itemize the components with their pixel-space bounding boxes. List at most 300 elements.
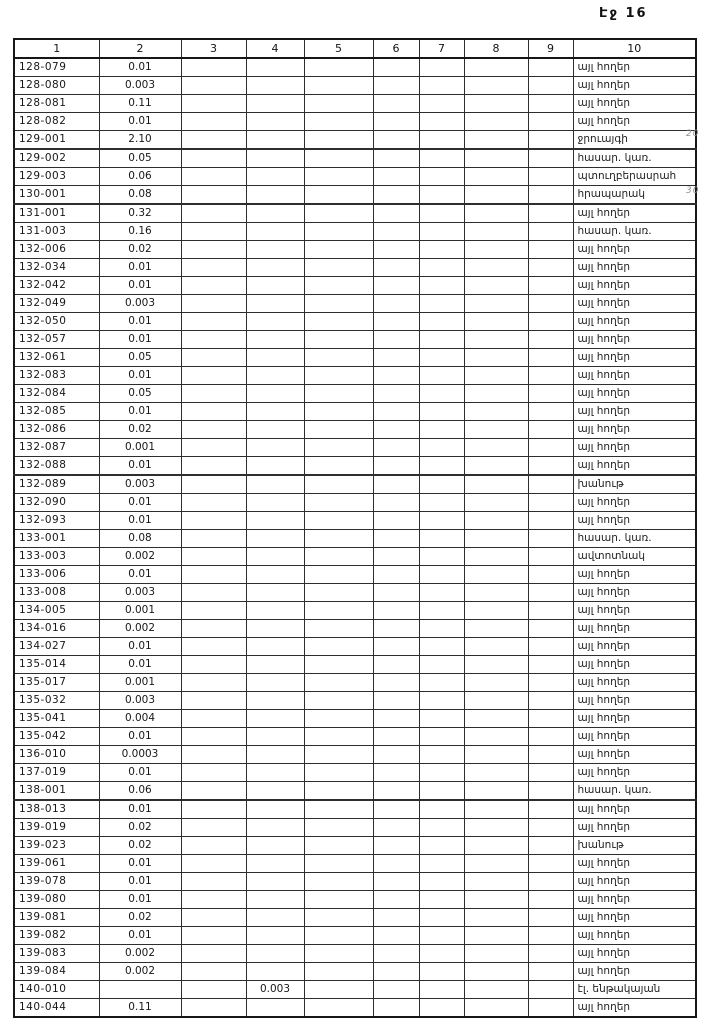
table-row xyxy=(14,819,696,837)
empty-cell xyxy=(304,656,373,674)
empty-cell xyxy=(373,819,419,837)
parcel-code-cell: 132-087 xyxy=(14,439,99,457)
empty-cell xyxy=(373,131,419,150)
column-header-10: 10 xyxy=(573,39,696,58)
empty-cell xyxy=(304,241,373,259)
land-use-cell: այլ հողեր xyxy=(573,421,696,439)
area-value-cell: 0.003 xyxy=(99,295,181,313)
empty-cell xyxy=(419,602,464,620)
empty-cell xyxy=(373,204,419,223)
area-value-cell: 0.01 xyxy=(99,313,181,331)
empty-cell xyxy=(528,494,573,512)
land-use-cell: այլ հողեր xyxy=(573,656,696,674)
empty-cell xyxy=(464,584,528,602)
empty-cell xyxy=(528,295,573,313)
table-row xyxy=(14,223,696,241)
empty-cell xyxy=(528,945,573,963)
parcel-code-cell: 133-008 xyxy=(14,584,99,602)
empty-cell xyxy=(373,800,419,819)
table-row xyxy=(14,439,696,457)
empty-cell xyxy=(419,421,464,439)
empty-cell xyxy=(304,764,373,782)
empty-cell xyxy=(528,710,573,728)
empty-cell xyxy=(304,331,373,349)
area-value-cell: 0.01 xyxy=(99,512,181,530)
area-value-cell: 0.01 xyxy=(99,656,181,674)
empty-cell xyxy=(373,95,419,113)
empty-cell xyxy=(464,223,528,241)
parcel-code-cell: 132-042 xyxy=(14,277,99,295)
cadastral-table xyxy=(13,38,700,1018)
empty-cell xyxy=(528,385,573,403)
empty-cell xyxy=(304,927,373,945)
empty-cell xyxy=(181,530,246,548)
parcel-code-cell: 138-013 xyxy=(14,800,99,819)
land-use-cell: ջրուայգի xyxy=(573,131,696,150)
empty-cell xyxy=(181,277,246,295)
col4-value-cell xyxy=(246,638,304,656)
empty-cell xyxy=(419,566,464,584)
area-value-cell: 0.003 xyxy=(99,584,181,602)
empty-cell xyxy=(464,674,528,692)
empty-cell xyxy=(373,837,419,855)
parcel-code-cell: 132-034 xyxy=(14,259,99,277)
land-use-cell: էլ. ենթակայան xyxy=(573,981,696,999)
empty-cell xyxy=(373,909,419,927)
empty-cell xyxy=(304,186,373,205)
land-use-cell: այլ հողեր xyxy=(573,331,696,349)
empty-cell xyxy=(373,223,419,241)
table-row xyxy=(14,764,696,782)
empty-cell xyxy=(373,259,419,277)
empty-cell xyxy=(528,782,573,801)
empty-cell xyxy=(181,674,246,692)
empty-cell xyxy=(181,475,246,494)
empty-cell xyxy=(419,385,464,403)
area-value-cell: 0.01 xyxy=(99,764,181,782)
empty-cell xyxy=(181,602,246,620)
land-use-cell: այլ հողեր xyxy=(573,710,696,728)
empty-cell xyxy=(464,349,528,367)
empty-cell xyxy=(419,674,464,692)
area-value-cell: 0.08 xyxy=(99,186,181,205)
land-use-cell: այլ հողեր xyxy=(573,584,696,602)
empty-cell xyxy=(528,873,573,891)
parcel-code-cell: 129-001 xyxy=(14,131,99,150)
parcel-code-cell: 134-005 xyxy=(14,602,99,620)
col4-value-cell xyxy=(246,349,304,367)
empty-cell xyxy=(181,945,246,963)
empty-cell xyxy=(181,95,246,113)
land-use-cell: հասար. կառ. xyxy=(573,149,696,168)
table-header-row xyxy=(14,39,696,58)
table-row xyxy=(14,421,696,439)
table-row xyxy=(14,656,696,674)
empty-cell xyxy=(373,421,419,439)
land-use-cell: այլ հողեր xyxy=(573,819,696,837)
table-row xyxy=(14,855,696,873)
col4-value-cell xyxy=(246,909,304,927)
col4-value-cell xyxy=(246,259,304,277)
area-value-cell: 0.002 xyxy=(99,963,181,981)
col4-value-cell xyxy=(246,475,304,494)
parcel-code-cell: 128-079 xyxy=(14,58,99,77)
table-row xyxy=(14,385,696,403)
empty-cell xyxy=(528,204,573,223)
empty-cell xyxy=(528,837,573,855)
parcel-code-cell: 131-001 xyxy=(14,204,99,223)
col4-value-cell xyxy=(246,819,304,837)
empty-cell xyxy=(419,295,464,313)
col4-value-cell xyxy=(246,728,304,746)
handwritten-margin-note: 20 xyxy=(686,129,700,139)
empty-cell xyxy=(464,168,528,186)
empty-cell xyxy=(373,277,419,295)
empty-cell xyxy=(373,58,419,77)
empty-cell xyxy=(304,77,373,95)
land-use-cell: հասար. կառ. xyxy=(573,530,696,548)
empty-cell xyxy=(419,873,464,891)
col4-value-cell xyxy=(246,837,304,855)
table-row xyxy=(14,277,696,295)
col4-value-cell xyxy=(246,367,304,385)
col4-value-cell: 0.003 xyxy=(246,981,304,999)
area-value-cell: 0.003 xyxy=(99,692,181,710)
empty-cell xyxy=(419,113,464,131)
empty-cell xyxy=(304,457,373,476)
table-row xyxy=(14,692,696,710)
land-use-cell: այլ հողեր xyxy=(573,403,696,421)
area-value-cell: 0.01 xyxy=(99,855,181,873)
empty-cell xyxy=(419,149,464,168)
parcel-code-cell: 139-078 xyxy=(14,873,99,891)
col4-value-cell xyxy=(246,223,304,241)
land-use-cell: այլ հողեր xyxy=(573,439,696,457)
empty-cell xyxy=(464,403,528,421)
land-use-cell: այլ հողեր xyxy=(573,295,696,313)
empty-cell xyxy=(181,764,246,782)
col4-value-cell xyxy=(246,277,304,295)
col4-value-cell xyxy=(246,494,304,512)
empty-cell xyxy=(304,638,373,656)
col4-value-cell xyxy=(246,963,304,981)
empty-cell xyxy=(181,909,246,927)
empty-cell xyxy=(419,710,464,728)
col4-value-cell xyxy=(246,168,304,186)
empty-cell xyxy=(528,638,573,656)
empty-cell xyxy=(304,494,373,512)
empty-cell xyxy=(181,873,246,891)
empty-cell xyxy=(373,891,419,909)
col4-value-cell xyxy=(246,131,304,150)
parcel-code-cell: 132-083 xyxy=(14,367,99,385)
empty-cell xyxy=(528,367,573,385)
area-value-cell: 0.003 xyxy=(99,77,181,95)
empty-cell xyxy=(528,692,573,710)
empty-cell xyxy=(464,710,528,728)
area-value-cell: 0.01 xyxy=(99,58,181,77)
empty-cell xyxy=(464,891,528,909)
land-use-cell: այլ հողեր xyxy=(573,241,696,259)
area-value-cell: 0.02 xyxy=(99,241,181,259)
area-value-cell: 0.02 xyxy=(99,819,181,837)
land-use-cell: այլ հողեր xyxy=(573,999,696,1018)
parcel-code-cell: 135-042 xyxy=(14,728,99,746)
empty-cell xyxy=(181,385,246,403)
empty-cell xyxy=(464,909,528,927)
empty-cell xyxy=(181,349,246,367)
table-row xyxy=(14,77,696,95)
empty-cell xyxy=(304,149,373,168)
empty-cell xyxy=(181,457,246,476)
empty-cell xyxy=(304,602,373,620)
empty-cell xyxy=(181,855,246,873)
table-row xyxy=(14,186,696,205)
land-use-cell: այլ հողեր xyxy=(573,58,696,77)
column-header-3: 3 xyxy=(181,39,246,58)
land-use-cell: այլ հողեր xyxy=(573,638,696,656)
empty-cell xyxy=(304,855,373,873)
table-row xyxy=(14,168,696,186)
empty-cell xyxy=(419,909,464,927)
empty-cell xyxy=(373,530,419,548)
area-value-cell: 0.02 xyxy=(99,909,181,927)
empty-cell xyxy=(181,819,246,837)
empty-cell xyxy=(304,710,373,728)
empty-cell xyxy=(419,223,464,241)
empty-cell xyxy=(304,349,373,367)
empty-cell xyxy=(304,873,373,891)
parcel-code-cell: 135-014 xyxy=(14,656,99,674)
empty-cell xyxy=(464,945,528,963)
empty-cell xyxy=(304,530,373,548)
empty-cell xyxy=(528,95,573,113)
empty-cell xyxy=(304,782,373,801)
empty-cell xyxy=(419,855,464,873)
land-use-cell: հասար. կառ. xyxy=(573,782,696,801)
empty-cell xyxy=(373,855,419,873)
empty-cell xyxy=(419,313,464,331)
table-row xyxy=(14,313,696,331)
empty-cell xyxy=(373,149,419,168)
land-use-cell: խանութ xyxy=(573,837,696,855)
empty-cell xyxy=(181,584,246,602)
empty-cell xyxy=(419,277,464,295)
empty-cell xyxy=(304,313,373,331)
table-row xyxy=(14,782,696,801)
empty-cell xyxy=(304,439,373,457)
empty-cell xyxy=(181,746,246,764)
empty-cell xyxy=(304,909,373,927)
empty-cell xyxy=(304,674,373,692)
empty-cell xyxy=(373,439,419,457)
col4-value-cell xyxy=(246,204,304,223)
col4-value-cell xyxy=(246,782,304,801)
table-row xyxy=(14,475,696,494)
col4-value-cell xyxy=(246,241,304,259)
empty-cell xyxy=(373,999,419,1018)
table-row xyxy=(14,584,696,602)
parcel-code-cell: 139-083 xyxy=(14,945,99,963)
land-use-cell: այլ հողեր xyxy=(573,692,696,710)
parcel-code-cell: 132-006 xyxy=(14,241,99,259)
empty-cell xyxy=(528,58,573,77)
empty-cell xyxy=(464,764,528,782)
land-use-cell: այլ հողեր xyxy=(573,457,696,476)
table-row xyxy=(14,204,696,223)
col4-value-cell xyxy=(246,512,304,530)
parcel-code-cell: 134-016 xyxy=(14,620,99,638)
area-value-cell: 0.001 xyxy=(99,439,181,457)
empty-cell xyxy=(528,149,573,168)
column-header-1: 1 xyxy=(14,39,99,58)
empty-cell xyxy=(373,77,419,95)
empty-cell xyxy=(464,149,528,168)
table-body xyxy=(14,58,696,1017)
land-use-cell: այլ հողեր xyxy=(573,909,696,927)
empty-cell xyxy=(373,963,419,981)
parcel-code-cell: 129-002 xyxy=(14,149,99,168)
empty-cell xyxy=(464,999,528,1018)
col4-value-cell xyxy=(246,602,304,620)
empty-cell xyxy=(373,295,419,313)
empty-cell xyxy=(181,168,246,186)
empty-cell xyxy=(304,58,373,77)
area-value-cell: 0.01 xyxy=(99,800,181,819)
parcel-code-cell: 133-006 xyxy=(14,566,99,584)
col4-value-cell xyxy=(246,764,304,782)
empty-cell xyxy=(373,764,419,782)
empty-cell xyxy=(464,58,528,77)
empty-cell xyxy=(181,548,246,566)
col4-value-cell xyxy=(246,58,304,77)
area-value-cell: 0.003 xyxy=(99,475,181,494)
empty-cell xyxy=(304,113,373,131)
col4-value-cell xyxy=(246,927,304,945)
empty-cell xyxy=(419,95,464,113)
area-value-cell: 0.01 xyxy=(99,367,181,385)
empty-cell xyxy=(464,95,528,113)
col4-value-cell xyxy=(246,439,304,457)
land-use-cell: այլ հողեր xyxy=(573,855,696,873)
parcel-code-cell: 130-001 xyxy=(14,186,99,205)
table-row xyxy=(14,674,696,692)
empty-cell xyxy=(419,981,464,999)
column-header-9: 9 xyxy=(528,39,573,58)
empty-cell xyxy=(181,204,246,223)
land-use-cell: այլ հողեր xyxy=(573,945,696,963)
empty-cell xyxy=(419,584,464,602)
area-value-cell: 0.002 xyxy=(99,620,181,638)
empty-cell xyxy=(464,548,528,566)
empty-cell xyxy=(181,710,246,728)
empty-cell xyxy=(373,602,419,620)
empty-cell xyxy=(304,566,373,584)
empty-cell xyxy=(528,764,573,782)
table-row xyxy=(14,638,696,656)
area-value-cell: 0.001 xyxy=(99,674,181,692)
empty-cell xyxy=(419,512,464,530)
empty-cell xyxy=(373,674,419,692)
empty-cell xyxy=(528,963,573,981)
col4-value-cell xyxy=(246,746,304,764)
column-header-2: 2 xyxy=(99,39,181,58)
table-row xyxy=(14,728,696,746)
empty-cell xyxy=(304,403,373,421)
empty-cell xyxy=(181,692,246,710)
page-number-label: Էջ 16 xyxy=(599,6,648,21)
empty-cell xyxy=(373,873,419,891)
empty-cell xyxy=(181,494,246,512)
empty-cell xyxy=(373,782,419,801)
empty-cell xyxy=(304,945,373,963)
empty-cell xyxy=(181,800,246,819)
col4-value-cell xyxy=(246,385,304,403)
column-header-5: 5 xyxy=(304,39,373,58)
empty-cell xyxy=(419,692,464,710)
empty-cell xyxy=(528,584,573,602)
empty-cell xyxy=(419,58,464,77)
empty-cell xyxy=(528,999,573,1018)
land-use-cell: այլ հողեր xyxy=(573,95,696,113)
land-use-cell: այլ հողեր xyxy=(573,313,696,331)
empty-cell xyxy=(528,475,573,494)
empty-cell xyxy=(464,131,528,150)
area-value-cell: 0.0003 xyxy=(99,746,181,764)
empty-cell xyxy=(419,367,464,385)
empty-cell xyxy=(528,819,573,837)
empty-cell xyxy=(528,457,573,476)
empty-cell xyxy=(373,457,419,476)
empty-cell xyxy=(528,403,573,421)
empty-cell xyxy=(304,981,373,999)
empty-cell xyxy=(464,367,528,385)
empty-cell xyxy=(304,728,373,746)
handwritten-margin-note: 30 xyxy=(686,186,700,196)
empty-cell xyxy=(464,494,528,512)
col4-value-cell xyxy=(246,295,304,313)
area-value-cell: 0.06 xyxy=(99,168,181,186)
parcel-code-cell: 139-061 xyxy=(14,855,99,873)
land-use-cell: այլ հողեր xyxy=(573,873,696,891)
empty-cell xyxy=(528,674,573,692)
empty-cell xyxy=(419,891,464,909)
table-row xyxy=(14,58,696,77)
land-use-cell: պտուղբերասրահ xyxy=(573,168,696,186)
col4-value-cell xyxy=(246,656,304,674)
area-value-cell: 0.02 xyxy=(99,421,181,439)
empty-cell xyxy=(528,241,573,259)
col4-value-cell xyxy=(246,692,304,710)
col4-value-cell xyxy=(246,457,304,476)
parcel-code-cell: 135-017 xyxy=(14,674,99,692)
empty-cell xyxy=(464,566,528,584)
area-value-cell: 0.002 xyxy=(99,548,181,566)
table-row xyxy=(14,95,696,113)
empty-cell xyxy=(304,277,373,295)
parcel-code-cell: 129-003 xyxy=(14,168,99,186)
area-value-cell: 2.10 xyxy=(99,131,181,150)
empty-cell xyxy=(181,259,246,277)
land-use-cell: այլ հողեր xyxy=(573,77,696,95)
empty-cell xyxy=(528,168,573,186)
empty-cell xyxy=(528,981,573,999)
empty-cell xyxy=(464,782,528,801)
area-value-cell: 0.01 xyxy=(99,331,181,349)
empty-cell xyxy=(373,349,419,367)
empty-cell xyxy=(373,548,419,566)
parcel-code-cell: 132-049 xyxy=(14,295,99,313)
